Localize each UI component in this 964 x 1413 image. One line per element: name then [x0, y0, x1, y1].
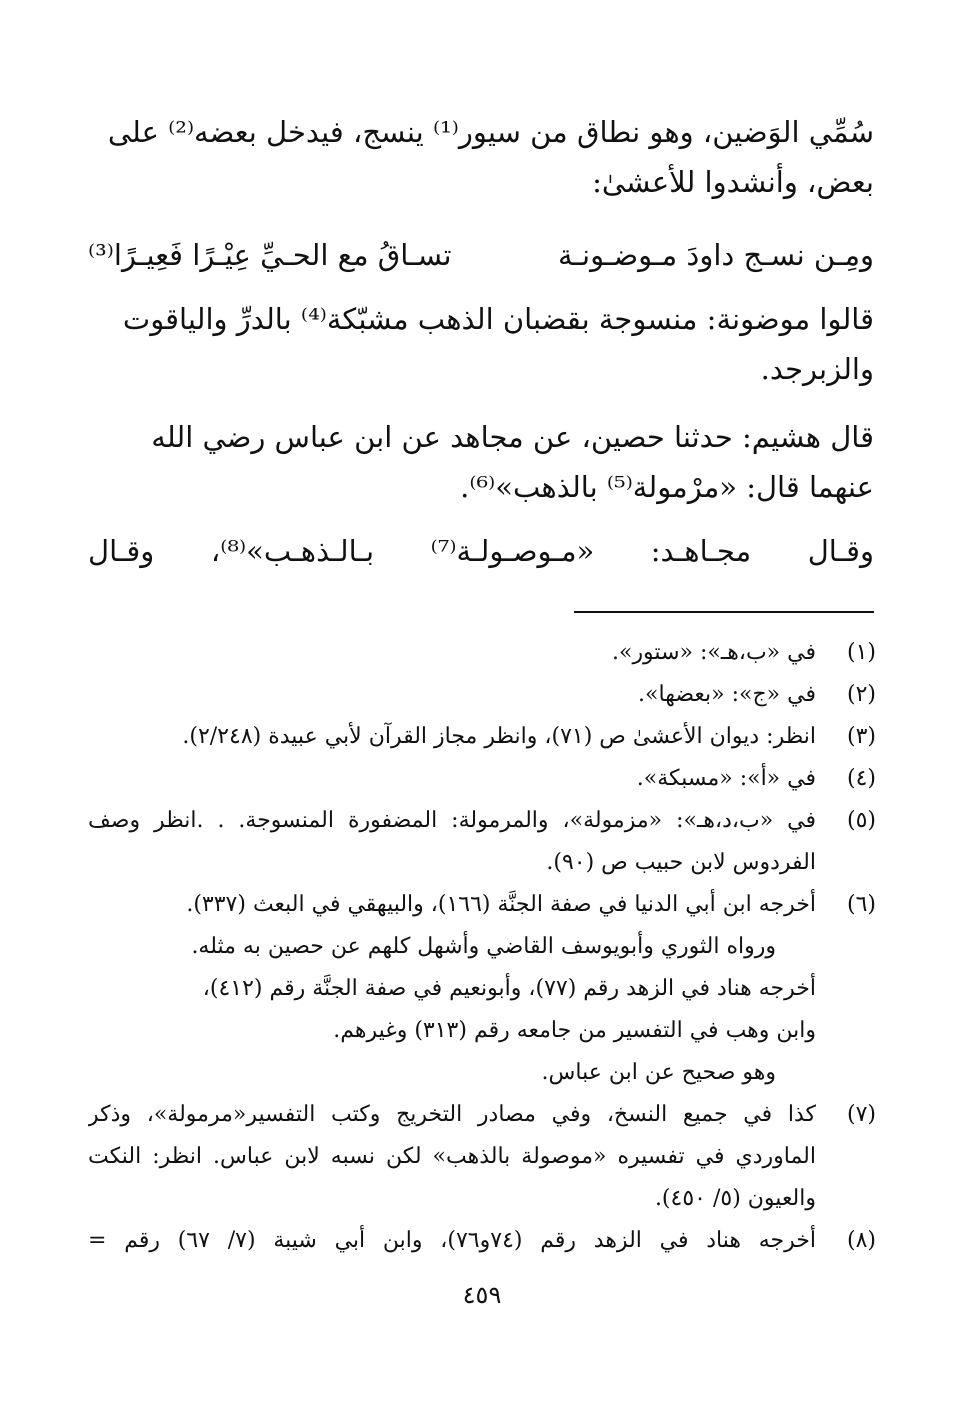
footnote-line: في «ب،هـ»: «ستور». [611, 640, 816, 665]
verse-left-hemistich: تسـاقُ مع الحـيِّ عِيْـرًا فَعِيـرًا⁽³⁾ [88, 238, 452, 272]
footnote-separator [574, 611, 874, 613]
footnote-number: (٥) [846, 808, 876, 833]
footnote-number: (٦) [846, 892, 876, 917]
page-number: ٤٥٩ [462, 1281, 502, 1309]
footnote-line: ورواه الثوري وأبويوسف القاضي وأشهل كلهم عن حصين به مثله. [191, 934, 776, 959]
paragraph-4 [88, 526, 874, 576]
footnote-number: (٧) [846, 1102, 876, 1127]
verse-right-hemistich: ومِـن نسـج داودَ مـوضـونـة [557, 238, 874, 272]
footnote-line: في «أ»: «مسبكة». [636, 766, 816, 791]
footnote [88, 716, 876, 758]
footnote [88, 1220, 876, 1262]
footnote-line: في «ج»: «بعضها». [638, 682, 816, 707]
footnote-number: (٣) [846, 724, 876, 749]
footnote [88, 1094, 876, 1220]
poetry-verse [88, 230, 874, 280]
footnote-line: في «ب،د،هـ»: «مزمولة»، والمرمولة: المضفورة المنسوجة. . .انظر وصف [88, 808, 816, 833]
footnote-line: أخرجه ابن أبي الدنيا في صفة الجنَّة (١٦٦)، والبيهقي في البعث (٣٣٧). [186, 892, 816, 917]
footnote-line: والعيون (٥/ ٤٥٠). [654, 1186, 816, 1211]
footnote-number: (٤) [846, 766, 876, 791]
footnote-line: أخرجه هناد في الزهد رقم (٧٧)، وأبونعيم في صفة الجنَّة رقم (٤١٢)، [202, 976, 816, 1001]
footnote-line: أخرجه هناد في الزهد رقم (٧٤و٧٦)، وابن أبي شيبة (٧/ ٦٧) رقم = [88, 1228, 816, 1253]
footnote-number: (١) [846, 640, 876, 665]
footnote-line: الماوردي في تفسيره «موصولة بالذهب» لكن نسبه لابن عباس. انظر: النكت [88, 1144, 816, 1169]
footnote [88, 632, 876, 674]
footnote-number: (٨) [846, 1228, 876, 1253]
footnote [88, 800, 876, 884]
paragraph-line: والزبرجد. [760, 352, 874, 386]
paragraph-3 [88, 412, 874, 512]
footnote-line: انظر: ديوان الأعشىٰ ص (٧١)، وانظر مجاز القرآن لأبي عبيدة (٢/٢٤٨). [182, 724, 816, 749]
paragraph-line: وقـال مجـاهـد: «مـوصـولـة⁽⁷⁾ بـالـذهـب»⁽⁸⁾، وقـال [88, 534, 874, 568]
paragraph-2 [88, 294, 874, 394]
footnote [88, 884, 876, 1094]
paragraph-line: قال هشيم: حدثنا حصين، عن مجاهد عن ابن عباس رضي الله [151, 420, 874, 454]
footnote-line: كذا في جميع النسخ، وفي مصادر التخريج وكتب التفسير«مرمولة»، وذكر [88, 1102, 816, 1127]
footnote [88, 674, 876, 716]
paragraph-line: بعض، وأنشدوا للأعشىٰ: [592, 165, 874, 199]
footnote-number: (٢) [846, 682, 876, 707]
paragraph-line: عنهما قال: «مرْمولة⁽⁵⁾ بالذهب»⁽⁶⁾. [460, 470, 874, 504]
footnote-line: الفردوس لابن حبيب ص (٩٠). [546, 850, 816, 875]
paragraph-line: سُمِّي الوَضين، وهو نطاق من سيور⁽¹⁾ ينسج، فيدخل بعضه⁽²⁾ على [107, 115, 874, 149]
footnote [88, 758, 876, 800]
paragraph-line: قالوا موضونة: منسوجة بقضبان الذهب مشبّكة⁽⁴⁾ بالدرِّ والياقوت [122, 302, 874, 336]
paragraph-1 [88, 107, 874, 207]
footnote-line: وهو صحيح عن ابن عباس. [541, 1060, 776, 1085]
footnotes [88, 632, 876, 1262]
footnote-line: وابن وهب في التفسير من جامعه رقم (٣١٣) وغيرهم. [333, 1018, 816, 1043]
